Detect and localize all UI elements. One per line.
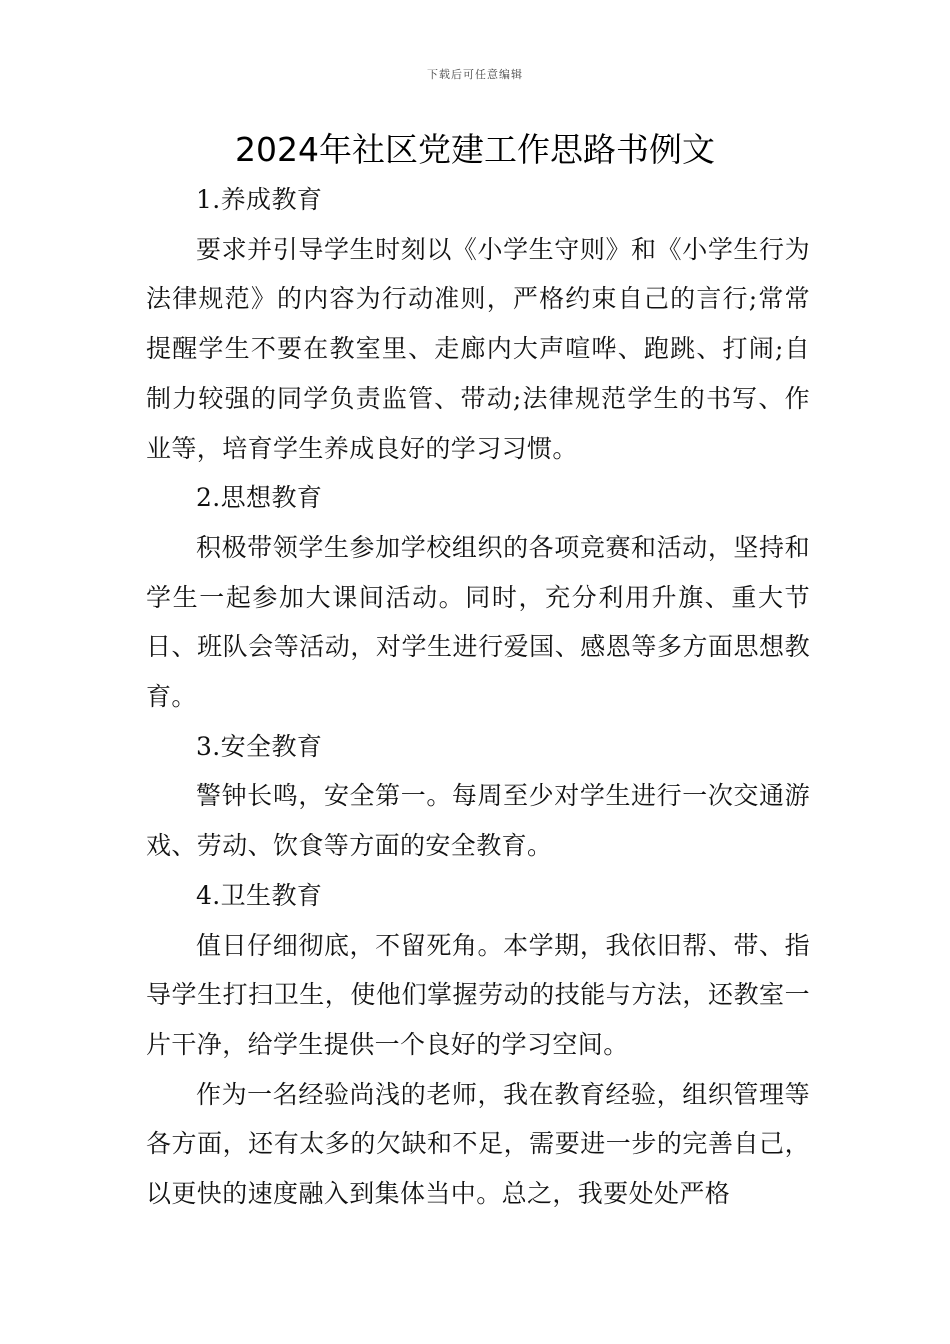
section-heading-habit-education: 1.养成教育 (196, 185, 323, 214)
paragraph-ideological-education: 积极带领学生参加学校组织的各项竞赛和活动，坚持和学生一起参加大课间活动。同时，充分利用升旗、重大节日、班队会等活动，对学生进行爱国、感恩等多方面思想教育。 (146, 532, 810, 712)
document-title: 2024年社区党建工作思路书例文 (235, 130, 715, 169)
paragraph-hygiene-education: 值日仔细彻底，不留死角。本学期，我依旧帮、带、指导学生打扫卫生，使他们掌握劳动的技能与方法，还教室一片干净，给学生提供一个良好的学习空间。 (146, 930, 810, 1059)
paragraph-habit-education: 要求并引导学生时刻以《小学生守则》和《小学生行为法律规范》的内容为行动准则，严格约束自己的言行;常常提醒学生不要在教室里、走廊内大声喧哗、跑跳、打闹;自制力较强的同学负责监管、带动;法律规范学生的书写、作业等，培育学生养成良好的学习习惯。 (146, 234, 810, 463)
document-body (146, 175, 810, 1219)
paragraph-safety-education: 警钟长鸣，安全第一。每周至少对学生进行一次交通游戏、劳动、饮食等方面的安全教育。 (146, 781, 810, 861)
section-heading-safety-education: 3.安全教育 (196, 731, 323, 761)
header-note: 下载后可任意编辑 (427, 68, 523, 81)
section-heading-hygiene-education: 4.卫生教育 (196, 880, 323, 910)
section-heading-ideological-education: 2.思想教育 (196, 483, 323, 513)
paragraph-conclusion: 作为一名经验尚浅的老师，我在教育经验，组织管理等各方面，还有太多的欠缺和不足，需要进一步的完善自己，以更快的速度融入到集体当中。总之，我要处处严格 (146, 1079, 810, 1209)
